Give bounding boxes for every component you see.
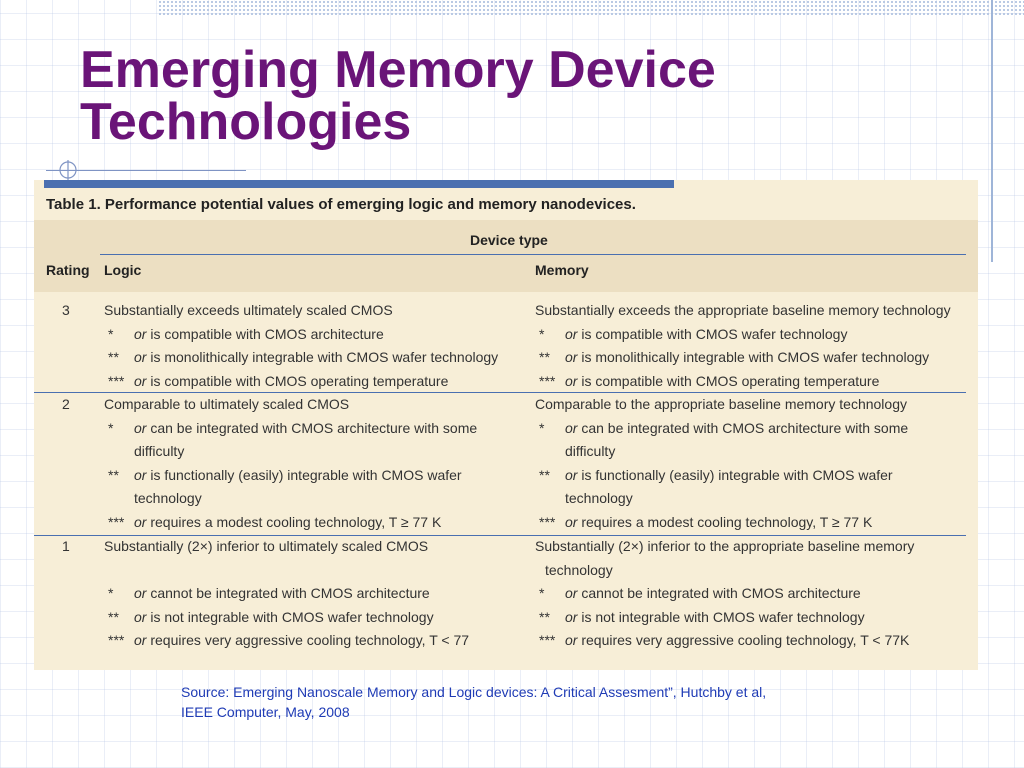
logic-sub-text (134, 373, 448, 389)
memory-sub-text (565, 373, 879, 389)
table-caption: Table 1. Performance potential values of emerging logic and memory nanodevices. (46, 196, 636, 213)
rating-cell: 2 (62, 396, 70, 412)
memory-main-cell: Substantially (2×) inferior to the appropriate baseline memory (535, 538, 915, 554)
row-divider (34, 535, 966, 536)
memory-sub-mark: ** (539, 608, 550, 625)
rating-cell: 1 (62, 538, 70, 554)
logic-sub-cont: difficulty (134, 443, 185, 459)
table-top-bar (44, 180, 674, 188)
memory-sub-text-body: cannot be integrated with CMOS architecture (581, 585, 861, 601)
or-word: or (565, 349, 578, 365)
or-word: or (565, 466, 578, 483)
or-word: or (565, 325, 578, 342)
memory-sub-text-body: is compatible with CMOS wafer technology (581, 325, 848, 342)
logic-sub-text (134, 326, 384, 342)
memory-sub-text-body: is monolithically integrable with CMOS wafer technology (581, 349, 930, 365)
source-line1: Source: Emerging Nanoscale Memory and Logic devices: A Critical Assesment”, Hutchby et al, (181, 684, 767, 700)
logic-sub-text (134, 609, 434, 625)
right-vertical-rule (991, 0, 993, 262)
memory-sub-mark: * (539, 419, 545, 436)
table-card (34, 180, 978, 670)
memory-main-cell: Comparable to the appropriate baseline memory technology (535, 396, 907, 412)
logic-sub-text-body: cannot be integrated with CMOS architecture (150, 585, 430, 601)
memory-sub-text-body: requires a modest cooling technology, T ≥ 77 K (581, 513, 873, 530)
deco-top-strip (158, 0, 1024, 16)
or-word: or (134, 466, 147, 483)
or-word: or (134, 632, 147, 648)
logic-sub-mark: * (108, 419, 114, 436)
logic-sub-text-body: can be integrated with CMOS architecture with some (150, 419, 478, 436)
memory-sub-text (565, 609, 865, 625)
memory-sub-mark: * (539, 325, 545, 342)
logic-sub-text-body: requires very aggressive cooling technology, T < 77 (150, 632, 470, 648)
or-word: or (134, 608, 147, 625)
logic-sub-mark: ** (108, 466, 119, 483)
col-header-rating: Rating (46, 262, 90, 278)
col-header-memory: Memory (535, 262, 589, 278)
row-divider (34, 392, 966, 393)
title-rule-ornament-icon (56, 158, 80, 182)
memory-sub-text (565, 514, 872, 530)
memory-sub-text (565, 326, 847, 342)
memory-sub-mark: * (539, 585, 545, 601)
logic-sub-text (134, 632, 469, 648)
memory-main-cell: Substantially exceeds the appropriate baseline memory technology (535, 302, 951, 318)
memory-sub-mark: ** (539, 349, 550, 365)
logic-main-cell: Substantially exceeds ultimately scaled CMOS (104, 302, 393, 318)
memory-sub-text-body: can be integrated with CMOS architecture with some (581, 419, 909, 436)
col-header-logic: Logic (104, 262, 142, 278)
memory-sub-text-body: is compatible with CMOS operating temperature (581, 372, 880, 389)
logic-main-cell: Comparable to ultimately scaled CMOS (104, 396, 350, 412)
memory-sub-mark: *** (539, 632, 556, 648)
or-word: or (134, 372, 147, 389)
or-word: or (565, 585, 578, 601)
slide-title-line2: Technologies (80, 93, 412, 151)
logic-sub-mark: *** (108, 632, 125, 648)
memory-sub-mark: *** (539, 513, 556, 530)
logic-sub-text (134, 467, 462, 483)
logic-sub-text-body: is functionally (easily) integrable with CMOS wafer (150, 466, 462, 483)
rating-cell: 3 (62, 302, 70, 318)
or-word: or (565, 513, 578, 530)
logic-sub-text-body: is monolithically integrable with CMOS wafer technology (150, 349, 499, 365)
logic-sub-text (134, 514, 441, 530)
logic-sub-text (134, 420, 477, 436)
logic-main-cell: Substantially (2×) inferior to ultimately scaled CMOS (104, 538, 429, 554)
source-citation (181, 682, 921, 722)
logic-sub-mark: *** (108, 372, 125, 389)
logic-sub-text (134, 585, 430, 601)
logic-sub-mark: ** (108, 608, 119, 625)
logic-sub-text-body: is not integrable with CMOS wafer technology (150, 608, 434, 625)
or-word: or (134, 325, 147, 342)
memory-main-cont: technology (545, 561, 613, 578)
table-header-band (34, 220, 978, 292)
or-word: or (134, 585, 147, 601)
memory-sub-mark: ** (539, 466, 550, 483)
device-type-header: Device type (470, 232, 548, 248)
logic-sub-text-body: is compatible with CMOS architecture (150, 325, 384, 342)
memory-sub-text (565, 467, 893, 483)
memory-sub-mark: *** (539, 372, 556, 389)
memory-sub-text (565, 632, 909, 648)
slide-title-line1: Emerging Memory Device (80, 41, 716, 99)
or-word: or (134, 513, 147, 530)
memory-sub-text (565, 349, 929, 365)
memory-sub-text-body: is functionally (easily) integrable with CMOS wafer (581, 466, 893, 483)
slide-title (80, 41, 900, 151)
logic-sub-mark: *** (108, 513, 125, 530)
memory-sub-cont: difficulty (565, 443, 616, 459)
logic-sub-mark: ** (108, 349, 119, 365)
logic-sub-text-body: is compatible with CMOS operating temperature (150, 372, 449, 389)
or-word: or (134, 419, 147, 436)
memory-sub-text (565, 585, 861, 601)
logic-sub-text-body: requires a modest cooling technology, T ≥ 77 K (150, 513, 442, 530)
memory-sub-text-body: requires very aggressive cooling technology, T < 77K (581, 632, 910, 648)
memory-sub-text (565, 420, 908, 436)
or-word: or (565, 608, 578, 625)
memory-sub-text-body: is not integrable with CMOS wafer technology (581, 608, 865, 625)
or-word: or (565, 372, 578, 389)
memory-sub-cont: technology (565, 490, 633, 506)
logic-sub-text (134, 349, 498, 365)
logic-sub-cont: technology (134, 490, 202, 506)
source-line2: IEEE Computer, May, 2008 (181, 704, 350, 720)
logic-sub-mark: * (108, 585, 114, 601)
device-type-rule (100, 254, 966, 255)
or-word: or (565, 632, 578, 648)
or-word: or (565, 419, 578, 436)
logic-sub-mark: * (108, 325, 114, 342)
or-word: or (134, 349, 147, 365)
